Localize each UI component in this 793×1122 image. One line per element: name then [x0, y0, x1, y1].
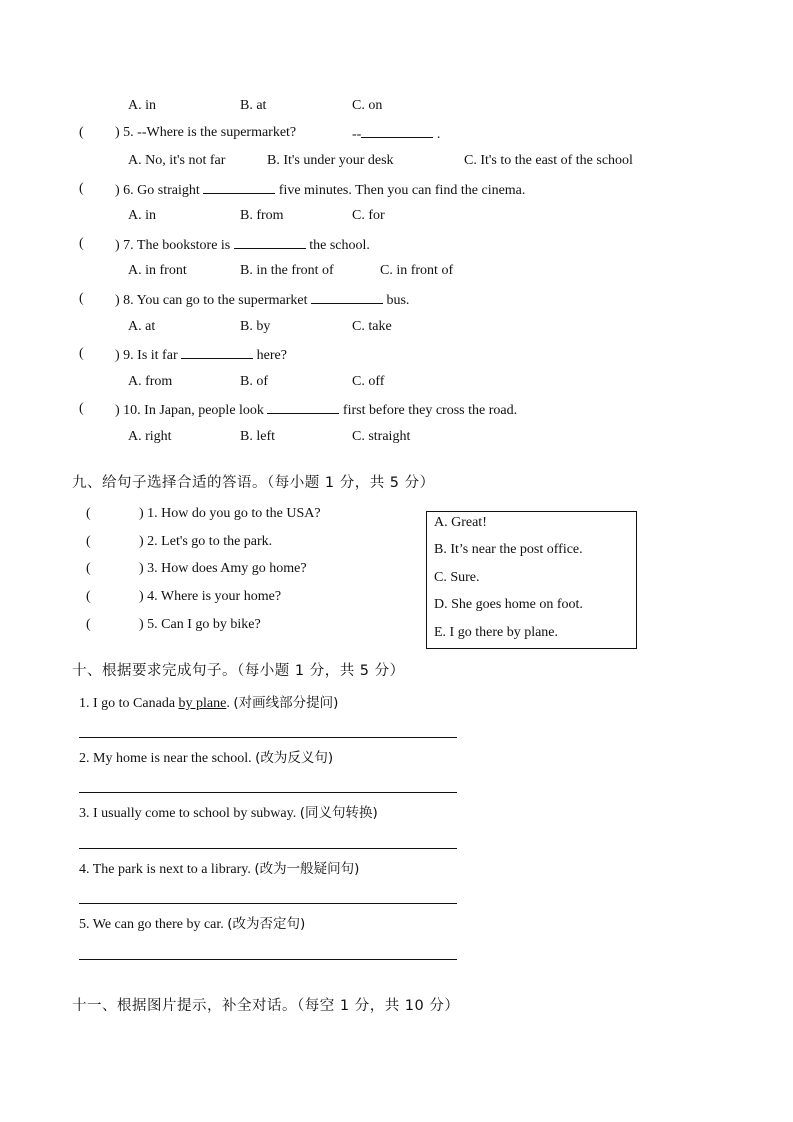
question-q10: ) 10. In Japan, people look first before they cross the road. — [115, 400, 517, 420]
answer-paren-q7[interactable]: ( — [79, 236, 84, 251]
answer-line-1[interactable] — [79, 737, 457, 738]
answer-option-a: A. Great! — [434, 515, 487, 530]
answer-line-2[interactable] — [79, 792, 457, 793]
blank-q7[interactable] — [234, 235, 306, 249]
answer-paren-q10[interactable]: ( — [79, 401, 84, 416]
q5-option-a: A. No, it's not far — [128, 153, 226, 168]
match-paren-5[interactable]: ( — [86, 617, 91, 632]
match-question-3: ) 3. How does Amy go home? — [139, 561, 307, 576]
section-10-heading: 十、根据要求完成句子。（每小题 1 分，共 5 分） — [72, 663, 405, 679]
q5-option-b: B. It's under your desk — [267, 153, 394, 168]
q9-option-c: C. off — [352, 374, 385, 389]
q8-option-b: B. by — [240, 319, 271, 334]
match-paren-1[interactable]: ( — [86, 506, 91, 521]
answer-line-5[interactable] — [79, 959, 457, 960]
q5-option-c: C. It's to the east of the school — [464, 153, 633, 168]
underlined-phrase: by plane — [178, 696, 227, 711]
answer-option-d: D. She goes home on foot. — [434, 597, 583, 612]
blank-q9[interactable] — [181, 345, 253, 359]
section-9-heading: 九、给句子选择合适的答语。（每小题 1 分，共 5 分） — [72, 475, 435, 491]
answer-option-b: B. It’s near the post office. — [434, 542, 583, 557]
match-question-1: ) 1. How do you go to the USA? — [139, 506, 321, 521]
answer-paren-q9[interactable]: ( — [79, 346, 84, 361]
match-paren-2[interactable]: ( — [86, 534, 91, 549]
question-q5: ) 5. --Where is the supermarket? — [115, 125, 297, 140]
answer-line-4[interactable] — [79, 903, 457, 904]
answer-paren-q8[interactable]: ( — [79, 291, 84, 306]
match-question-4: ) 4. Where is your home? — [139, 589, 282, 604]
question-q6: ) 6. Go straight five minutes. Then you can find the cinema. — [115, 180, 525, 200]
q9-option-b: B. of — [240, 374, 268, 389]
question-q8: ) 8. You can go to the supermarket bus. — [115, 290, 409, 310]
question-q9: ) 9. Is it far here? — [115, 345, 287, 365]
q6-option-b: B. from — [240, 208, 284, 223]
answer-option-c: C. Sure. — [434, 570, 480, 585]
blank-q8[interactable] — [311, 290, 383, 304]
match-question-2: ) 2. Let's go to the park. — [139, 534, 273, 549]
q7-option-b: B. in the front of — [240, 263, 334, 278]
q4-option-a: A. in — [128, 98, 156, 113]
answer-paren-q6[interactable]: ( — [79, 181, 84, 196]
rewrite-item-2: 2. My home is near the school. (改为反义句) — [79, 750, 334, 766]
question-q7: ) 7. The bookstore is the school. — [115, 235, 370, 255]
q7-option-c: C. in front of — [380, 263, 454, 278]
answer-paren-q5[interactable]: ( — [79, 125, 84, 140]
q6-option-a: A. in — [128, 208, 156, 223]
question-q5-reply: -- . — [352, 124, 440, 144]
section-11-heading: 十一、根据图片提示，补全对话。（每空 1 分，共 10 分） — [72, 998, 460, 1014]
match-paren-4[interactable]: ( — [86, 589, 91, 604]
rewrite-item-1: 1. I go to Canada by plane. (对画线部分提问) — [79, 695, 339, 711]
blank-q5[interactable] — [361, 124, 433, 138]
rewrite-item-4: 4. The park is next to a library. (改为一般疑问句) — [79, 861, 360, 877]
answer-options-box — [426, 511, 637, 649]
rewrite-item-5: 5. We can go there by car. (改为否定句) — [79, 916, 306, 932]
q9-option-a: A. from — [128, 374, 173, 389]
q8-option-c: C. take — [352, 319, 392, 334]
q10-option-a: A. right — [128, 429, 172, 444]
q10-option-b: B. left — [240, 429, 275, 444]
answer-line-3[interactable] — [79, 848, 457, 849]
q4-option-c: C. on — [352, 98, 383, 113]
blank-q10[interactable] — [267, 400, 339, 414]
q10-option-c: C. straight — [352, 429, 411, 444]
rewrite-item-3: 3. I usually come to school by subway. (同义句转换) — [79, 805, 378, 821]
blank-q6[interactable] — [203, 180, 275, 194]
match-paren-3[interactable]: ( — [86, 561, 91, 576]
answer-option-e: E. I go there by plane. — [434, 625, 559, 640]
q6-option-c: C. for — [352, 208, 385, 223]
q4-option-b: B. at — [240, 98, 267, 113]
q8-option-a: A. at — [128, 319, 156, 334]
match-question-5: ) 5. Can I go by bike? — [139, 617, 261, 632]
q7-option-a: A. in front — [128, 263, 187, 278]
